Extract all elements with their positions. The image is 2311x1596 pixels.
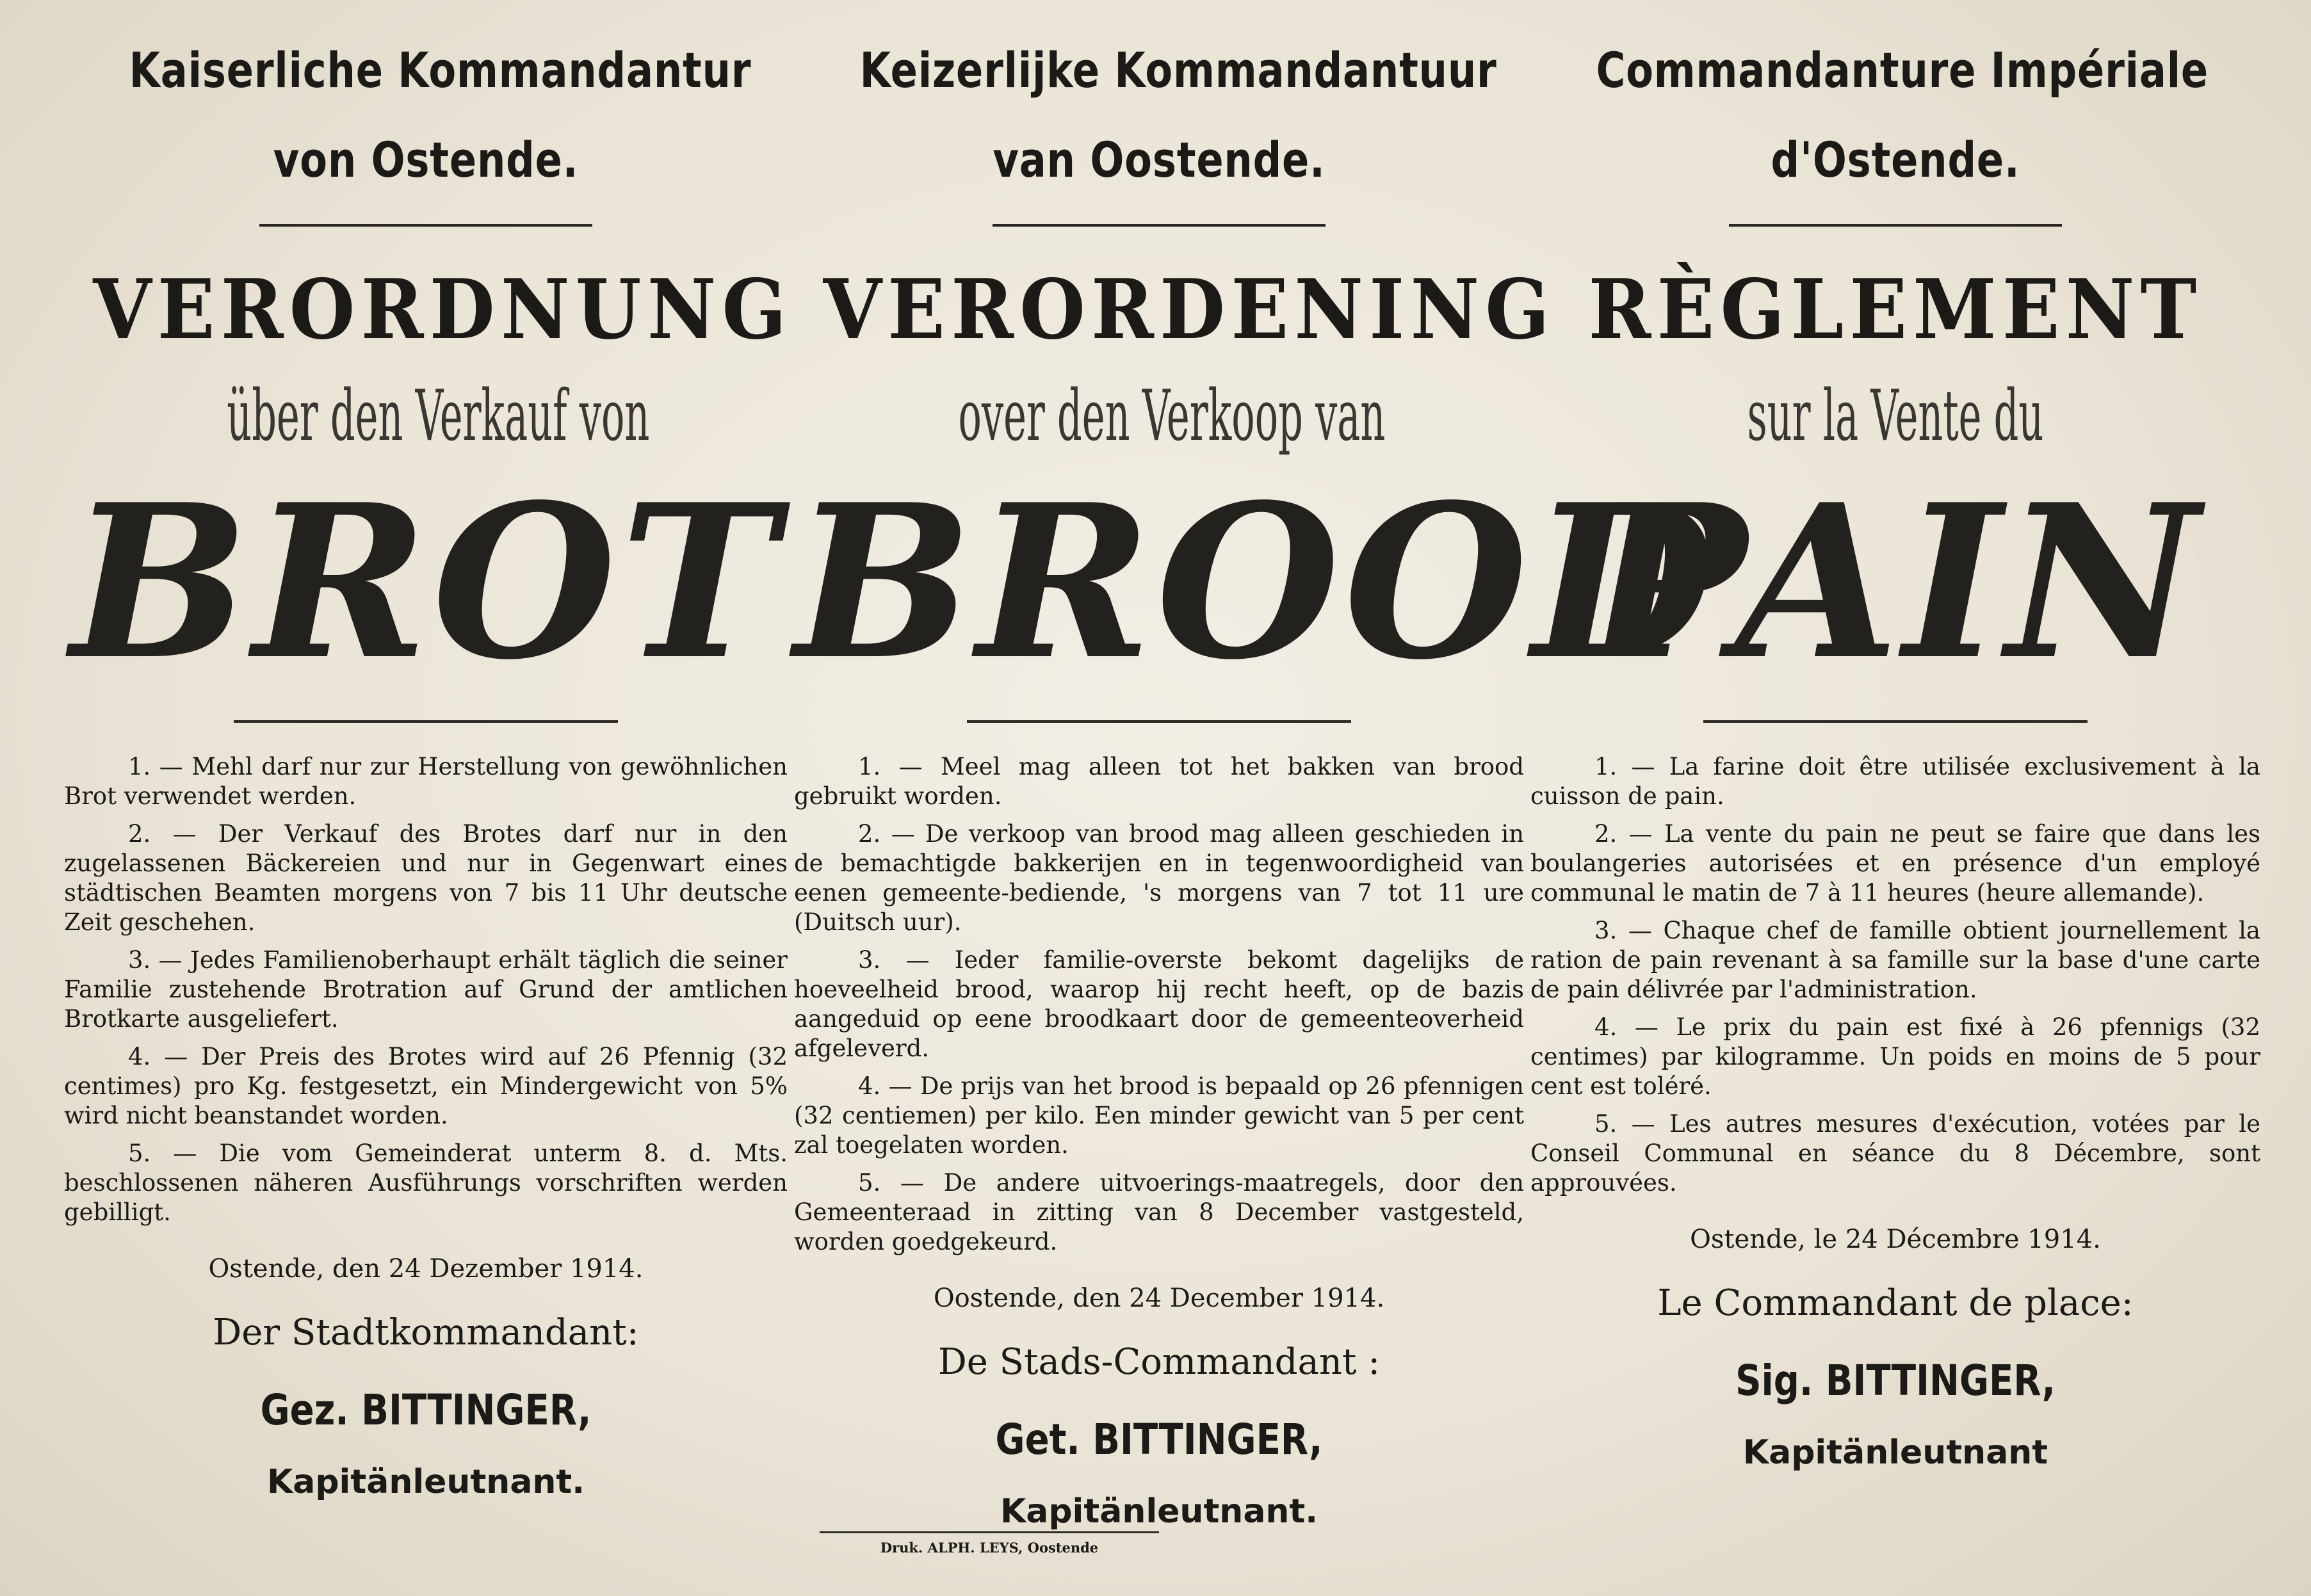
authority-heading bbox=[129, 26, 752, 205]
articles-list bbox=[794, 752, 1524, 1257]
place-date: Oostende, den 24 December 1914. bbox=[933, 1284, 1385, 1313]
article-4: 4. — De prijs van het brood is bepaald op 26 pfennigen (32 centiemen) per kilo. Een minder gewicht van 5 per cent zal toegelaten worden. bbox=[794, 1072, 1524, 1159]
articles-list bbox=[64, 752, 788, 1227]
signature: Sig. BITTINGER, bbox=[1735, 1356, 2056, 1405]
authority-line-1: Keizerlijke Kommandantuur bbox=[859, 42, 1497, 99]
divider-top bbox=[1729, 224, 2062, 227]
column-german bbox=[64, 0, 793, 1549]
divider-middle bbox=[234, 720, 618, 723]
decree-subtitle: über den Verkauf von bbox=[227, 375, 650, 456]
signer-rank: Kapitänleutnant. bbox=[266, 1463, 585, 1501]
authority-line-2: von Ostende. bbox=[273, 131, 579, 188]
authority-line-1: Commandanture Impériale bbox=[1596, 42, 2209, 99]
decree-title: VERORDENING bbox=[823, 262, 1556, 358]
place-date: Ostende, le 24 Décembre 1914. bbox=[1690, 1225, 2101, 1254]
authority-heading bbox=[1596, 26, 2209, 205]
article-1: 1. — La farine doit être utilisée exclusivement à la cuisson de pain. bbox=[1530, 753, 2260, 810]
authority-line-2: van Oostende. bbox=[993, 131, 1326, 188]
article-2: 2. — Der Verkauf des Brotes darf nur in den zugelassenen Bäckereien und nur in Gegenwart eines städtischen Beamten morgens von 7 bis 11 Uhr deutsche Zeit geschehen. bbox=[64, 820, 788, 936]
product-word: PAIN bbox=[1587, 458, 2203, 706]
authority-line-2: d'Ostende. bbox=[1771, 131, 2020, 188]
authority-heading bbox=[859, 26, 1497, 205]
divider-middle bbox=[967, 720, 1351, 723]
article-5: 5. — Les autres mesures d'exécution, votées par le Conseil Communal en séance du 8 Décembre, sont approuvées. bbox=[1530, 1110, 2260, 1197]
signer-title: De Stads-Commandant : bbox=[937, 1341, 1381, 1383]
decree-title: VERORDNUNG bbox=[93, 262, 793, 358]
column-dutch bbox=[794, 0, 1719, 1549]
product-word: BROOD bbox=[794, 458, 1719, 706]
signer-rank: Kapitänleutnant bbox=[1742, 1433, 2048, 1472]
article-1: 1. — Mehl darf nur zur Herstellung von gewöhnlichen Brot verwendet werden. bbox=[64, 753, 788, 810]
divider-top bbox=[993, 224, 1326, 227]
decree-title: RÈGLEMENT bbox=[1588, 262, 2203, 358]
article-3: 3. — Ieder familie-overste bekomt dagelijks de hoeveelheid brood, waarop hij recht heeft, op de bazis aangeduid op eene broodkaart door de gemeenteoverheid afgeleverd. bbox=[794, 946, 1524, 1062]
signer-title: Le Commandant de place: bbox=[1657, 1282, 2134, 1324]
article-1: 1. — Meel mag alleen tot het bakken van brood gebruikt worden. bbox=[794, 753, 1524, 810]
signature: Get. BITTINGER, bbox=[995, 1415, 1323, 1464]
article-3: 3. — Chaque chef de famille obtient journellement la ration de pain revenant à sa famille sur la base d'une carte de pain délivrée par l'administration. bbox=[1530, 917, 2260, 1003]
printer-imprint: Druk. ALPH. LEYS, Oostende bbox=[820, 1531, 1159, 1556]
column-french bbox=[1530, 0, 2260, 1549]
signer-rank: Kapitänleutnant. bbox=[1000, 1492, 1318, 1531]
signer-title: Der Stadtkommandant: bbox=[213, 1312, 639, 1353]
articles-list bbox=[1530, 752, 2260, 1198]
authority-line-1: Kaiserliche Kommandantur bbox=[129, 42, 752, 99]
article-3: 3. — Jedes Familienoberhaupt erhält täglich die seiner Familie zustehende Brotration auf Grund der amtlichen Brotkarte ausgeliefert. bbox=[64, 946, 788, 1033]
article-2: 2. — De verkoop van brood mag alleen geschieden in de bemachtigde bakkerijen en in tegenwoordigheid van eenen gemeente-bediende, 's morgens van 7 tot 11 ure (Duitsch uur). bbox=[794, 820, 1524, 936]
article-4: 4. — Le prix du pain est fixé à 26 pfennigs (32 centimes) par kilogramme. Un poids en moins de 5 pour cent est toléré. bbox=[1530, 1013, 2260, 1100]
article-2: 2. — La vente du pain ne peut se faire que dans les boulangeries autorisées et en présence d'un employé communal le matin de 7 à 11 heures (heure allemande). bbox=[1530, 820, 2260, 907]
signature: Gez. BITTINGER, bbox=[260, 1385, 592, 1435]
divider-middle bbox=[1703, 720, 2088, 723]
article-4: 4. — Der Preis des Brotes wird auf 26 Pfennig (32 centimes) pro Kg. festgesetzt, ein Mindergewicht von 5% wird nicht beanstandet worden. bbox=[64, 1043, 788, 1129]
article-5: 5. — Die vom Gemeinderat unterm 8. d. Mts. beschlossenen näheren Ausführungs vorschriften werden gebilligt. bbox=[64, 1140, 788, 1226]
decree-subtitle: over den Verkoop van bbox=[958, 375, 1386, 456]
divider-top bbox=[259, 224, 592, 227]
article-5: 5. — De andere uitvoerings-maatregels, door den Gemeenteraad in zitting van 8 December vastgesteld, worden goedgekeurd. bbox=[794, 1169, 1524, 1255]
product-word: BROT bbox=[70, 458, 782, 706]
place-date: Ostende, den 24 Dezember 1914. bbox=[208, 1254, 644, 1284]
decree-subtitle: sur la Vente du bbox=[1747, 375, 2044, 456]
